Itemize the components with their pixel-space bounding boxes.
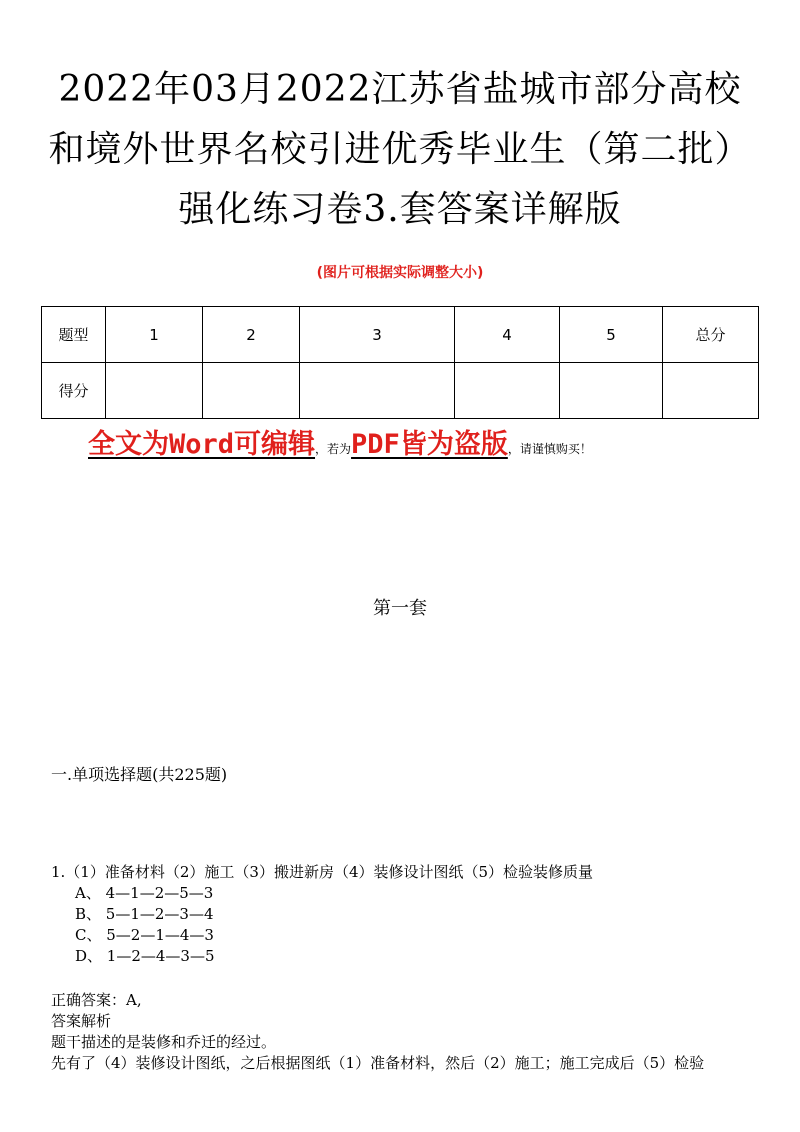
header-cell-2: 2: [203, 307, 300, 363]
header-cell-5: 5: [560, 307, 663, 363]
score-cell-4: [455, 363, 560, 419]
score-cell-total: [663, 363, 759, 419]
option-b: B、 5—1—2—3—4: [75, 905, 214, 923]
warning-word-editable: 全文为Word可编辑: [88, 429, 316, 460]
title-line-1: 2022年03月2022江苏省盐城市部分高校: [58, 69, 742, 110]
score-table-score-row: [42, 363, 759, 419]
section-title: 一.单项选择题(共225题): [51, 765, 228, 784]
answer-block: [51, 990, 704, 1074]
score-cell-3: [300, 363, 455, 419]
question-1: [51, 862, 593, 967]
header-cell-total: 总分: [663, 307, 759, 363]
option-c: C、 5—2—1—4—3: [75, 926, 214, 944]
title-line-3: 强化练习卷3.套答案详解版: [178, 189, 622, 230]
header-cell-4: 4: [455, 307, 560, 363]
header-cell-3: 3: [300, 307, 455, 363]
analysis-label: 答案解析: [51, 1012, 112, 1030]
option-a: A、 4—1—2—5—3: [75, 884, 214, 902]
warning-pdf-pirated: PDF皆为盗版: [351, 429, 508, 460]
warning-buy-carefully: ，请谨慎购买！: [507, 442, 592, 456]
correct-answer: 正确答案：A,: [51, 991, 142, 1009]
score-table-header-row: [42, 307, 759, 363]
document-title: [20, 60, 780, 240]
image-note: (图片可根据实际调整大小): [316, 265, 484, 281]
analysis-line-2: 先有了（4）装修设计图纸，之后根据图纸（1）准备材料，然后（2）施工；施工完成后（5）检验: [51, 1054, 705, 1072]
option-d: D、 1—2—4—3—5: [75, 947, 215, 965]
score-cell-1: [106, 363, 203, 419]
header-cell-type: 题型: [42, 307, 106, 363]
piracy-warning: [88, 422, 592, 461]
score-table: [41, 306, 759, 419]
header-cell-1: 1: [106, 307, 203, 363]
question-stem: 1.（1）准备材料（2）施工（3）搬进新房（4）装修设计图纸（5）检验装修质量: [51, 863, 594, 881]
score-cell-2: [203, 363, 300, 419]
analysis-line-1: 题干描述的是装修和乔迁的经过。: [51, 1033, 277, 1051]
warning-if: ，若为: [315, 442, 352, 456]
set-title: 第一套: [373, 598, 427, 619]
title-line-2: 和境外世界名校引进优秀毕业生（第二批）: [48, 129, 752, 170]
score-row-label: 得分: [42, 363, 106, 419]
score-cell-5: [560, 363, 663, 419]
